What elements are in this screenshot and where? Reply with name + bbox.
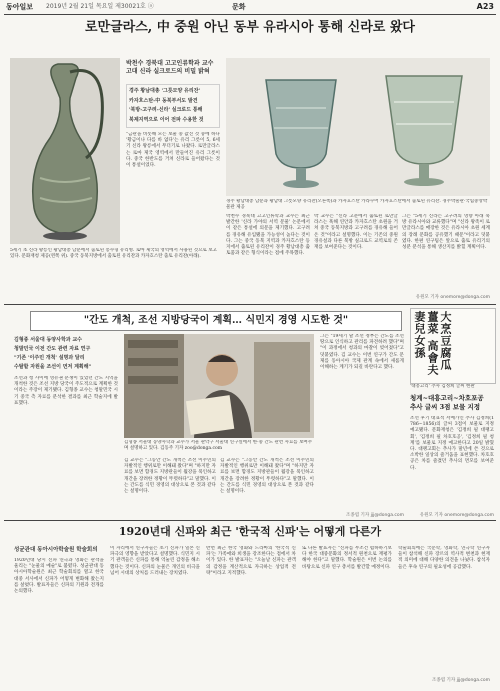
article1-photo-caption: 경주 황남대총 남분과 황남대 그릇모양 유리잔(오른쪽)과 카자흐스탄 카라쿠어 카자흐스탄에서 출토된 유리잔. 경주박물관·국립중앙박물관 제공 bbox=[226, 199, 488, 210]
summary-line: 북제지역으로 이어 전파 수용한 것 bbox=[129, 116, 204, 123]
section-divider bbox=[4, 520, 496, 521]
summary-line: 경주 황남대총 '그릇모양 유리잔' bbox=[129, 88, 201, 94]
summary-line: '북방-고구려-신라' 실크로드 통해 bbox=[129, 107, 203, 113]
page-number: A23 bbox=[476, 2, 494, 11]
article2-column: 조선과 청 사이에 영유권 분쟁이 있었던 간도 지역을 개척한 것은 조선 지방 당국이 주도적으로 계획한 것이라는 주장이 제기됐다. 김형종 교수는 청말민국 시기 중국 측 자료를 분석한 결과를 최근 학술지에 발표했다. bbox=[14, 376, 118, 406]
article3-lead: 성균관대 동아시아학술원 학술회의 bbox=[14, 547, 98, 553]
article2-lead bbox=[14, 336, 118, 372]
article1-column: 박 교수는 "신라 고분에서 출토된 로만글라스는 흑해 연안과 카자흐스탄 초원을 거쳐 중국 동북지방과 고구려를 경유해 들어온 것"이라고 설명했다. 이는 기존의 중원 경유설과 다른 북방 실크로드 교역로의 존재를 보여준다는 것이다. bbox=[314, 214, 398, 251]
article2-column: 그는 "19세기 말 조선 정부는 간도를 조선 땅으로 인식하고 관리를 파견하려 했다"며 "이 과정에서 청과의 마찰이 빚어졌다"고 덧붙였다. 김 교수는 이번 연구가 간도 문제를 동아시아 국제 관계 속에서 새롭게 이해하는 계기가 되길 바란다고 했다. bbox=[320, 334, 404, 371]
calligraphy-text: 大烹豆腐瓜薑菜 高會夫妻兒女孫 bbox=[413, 311, 452, 376]
article2-column: 김 교수는 "그동안 간도 개척은 조선 이주민의 자발적인 행위로만 이해돼 왔다"며 "하지만 자료를 보면 함경도 지방관들이 월강을 묵인하고 개간을 장려한 정황이 뚜렷하다"고 말했다. 이는 간도를 식민 경영의 대상으로 본 것과 같다는 설명이다. bbox=[124, 458, 216, 495]
article1-vase-caption: 5세기 초 신라 왕릉인 황남대총 남분에서 출토된 봉수형 유리병. 로마 제국의 영역에서 사용된 것으로 보고 있다. 문화재청 제공(왼쪽 위). 중국 동북지방에서 출토된 유리잔과 카자흐스탄 출토 유리잔(아래). bbox=[10, 248, 217, 259]
sidebar-photo-caption: '대흥고리' 추사 김정희 글씨 현판 bbox=[410, 384, 475, 389]
article2-photo-caption: 김형종 서울대 동양사학과 교수가 서울 관악구 서울대 연구실에서 한·중 간도 관련 사료를 보여주며 설명하고 있다. 김동주 기자 zoo@donga.com bbox=[124, 440, 313, 451]
issue-date: 2019년 2월 21일 목요일 제30021호 ⓐ bbox=[46, 3, 154, 10]
header-rule bbox=[4, 14, 496, 15]
article2-headline: "간도 개척, 조선 지방당국이 계획… 식민지 경영 시도한 것" bbox=[30, 311, 402, 331]
article2-byline: 조종엽 기자 jjj@donga.com bbox=[346, 513, 404, 518]
sidebar-headline-line: 청계~대흥고리~차호포공 bbox=[410, 394, 484, 402]
lead-line: "기존 '이주민 개척' 설명과 달리 bbox=[14, 355, 85, 361]
lead-line: 청말민국 이전 간도 관련 자료 연구 bbox=[14, 346, 91, 352]
article1-headline: 로만글라스, 中 중원 아닌 동부 유라시아 통해 신라로 왔다 bbox=[84, 20, 415, 35]
sidebar-byline: 유원모 기자 onemore@donga.com bbox=[419, 513, 494, 518]
article1-column: 그는 "5세기 신라는 고구려의 영향 아래 북방 유라시아와 교류했다"며 "신라 왕족이 로만글라스를 매장한 것은 유라시아 초원 세계의 장례 문화를 공유했기 때문"이라고 덧붙였다. 한편 연구팀은 앞으로 출토 유리기의 성분 분석을 통해 생산지를 밝힐 계획이다. bbox=[402, 214, 490, 251]
article3-column: 1920년대 당시 신파 연극과 영화는 관객을 울리는 "눈물의 예술"로 불렸다. 성균관대 동아시아학술원은 최근 학술회의를 열고 한국 대중 서사에서 신파가 어떻게 변화해 왔는지를 살폈다. 발표자들은 신파의 기원과 전개를 논의했다. bbox=[14, 558, 104, 595]
article3-headline: 1920년대 신파와 최근 '한국적 신파'는 어떻게 다른가 bbox=[118, 525, 382, 538]
sidebar-headline-line: 추사 글씨 3점 보물 지정 bbox=[410, 403, 481, 411]
calligraphy-photo bbox=[410, 308, 496, 384]
article2-column: 김 교수는 "그동안 간도 개척은 조선 이주민의 자발적인 행위로만 이해돼 왔다"며 "하지만 자료를 보면 함경도 지방관들이 월강을 묵인하고 개간을 장려한 정황이 뚜렷하다"고 말했다. 이는 간도를 식민 경영의 대상으로 본 것과 같다는 설명이다. bbox=[220, 458, 314, 495]
glass-cups-photo bbox=[226, 58, 490, 196]
article3-byline: 조종엽 기자 jjj@donga.com bbox=[432, 678, 490, 683]
article3-column: 이 자리에서 연구자들은 초기 신파가 일본 신파극의 영향을 받았다고 설명했다. 식민지 시기 관객들은 신파를 통해 억눌린 감정을 해소했다는 것이다. 신파의 눈물은 개인의 비극을 넘어 시대의 상처를 드러내는 장치였다. bbox=[110, 546, 200, 576]
sidebar-headline bbox=[410, 394, 494, 412]
article1-column: "금관을 비롯해 모든 보물 중 값진 것 중에 하나 '황금이나 다를 바 없다'는 유리 그릇이 5, 6세기 신라 왕릉에서 무더기로 나왔다. 로만글라스는 로마 제국 영역에서 만들어진 유리 그릇이다. 중국 한반도를 거쳐 신라로 들어왔다는 것이 통설이었다. bbox=[126, 132, 220, 169]
section-name: 문화 bbox=[232, 3, 246, 11]
lead-line: 고대 신라 실크로드의 비밀 밝혀 bbox=[126, 68, 210, 75]
lead-line: 박천수 경북대 고고인류학과 교수 bbox=[126, 60, 214, 67]
newspaper-logo: 동아일보 bbox=[6, 3, 34, 11]
article3-column: 반면 최근 한국 영화와 드라마의 '한국적 신파'는 가족애와 희생을 강조한다는 점에서 차이가 있다. 한 발표자는 "오늘날 신파는 관객의 감정을 계산적으로 자극하는 상업적 전략"이라고 지적했다. bbox=[206, 546, 296, 576]
article1-lead bbox=[126, 60, 222, 76]
article1-summary-box bbox=[126, 84, 220, 128]
lead-line: 김형종 서울대 동양사학과 교수 bbox=[14, 337, 83, 343]
article1-column: 박천수 경북대 고고인류학과 교수는 최근 발간한 '신라 가야의 서역 문물' 논문에서 이 같은 통설에 의문을 제기했다. 고구려를 경유해 유입됐을 가능성이 높다는 것이다. 그는 중국 동북 지역과 카자흐스탄 등지에서 출토된 유리잔이 경주 황남대총 출토품과 같은 형식이라는 점에 주목했다. bbox=[226, 214, 310, 257]
sidebar-column: 조선 후기 대표적 서예가인 추사 김정희(1786∼1856)의 글씨 3점이 보물로 지정 예고됐다. 문화재청은 '김정희 필 대팽고회', '김정희 필 차호호공', '김정희 필 청계'를 보물로 지정 예고한다고 20일 밝혔다. 대팽고회는 추사가 말년에 쓴 것으로 소박한 일상의 즐거움을 표현했다. 차호호공은 차를 즐겼던 추사의 면모를 보여준다. bbox=[410, 416, 494, 471]
glass-vase-photo bbox=[10, 58, 120, 244]
page-header bbox=[0, 0, 500, 14]
article1-byline: 유원모 기자 onemore@donga.com bbox=[415, 295, 490, 300]
section-divider bbox=[4, 304, 496, 305]
professor-photo bbox=[124, 334, 314, 438]
article3-column: 또 다른 발표자는 "신파를 무조건 폄하하기보다 한국 대중문화의 정서적 원천으로 재평가해야 한다"고 말했다. 학술원은 이번 논의를 바탕으로 신파 연구 총서를 발간할 예정이다. bbox=[302, 546, 392, 570]
lead-line: 수탈할 자원을 조선이 먼저 계획해" bbox=[14, 364, 92, 370]
summary-line: 카자흐스탄-中 동북부서도 발견 bbox=[129, 97, 198, 104]
article3-column: 학술회의에는 국문학, 영화학, 연극학 연구자들이 참석해 신파 장르의 역사적 변천과 현재적 의미에 대해 다양한 의견을 나눴다. 참석자들은 후속 연구의 필요성에 공감했다. bbox=[398, 546, 490, 570]
